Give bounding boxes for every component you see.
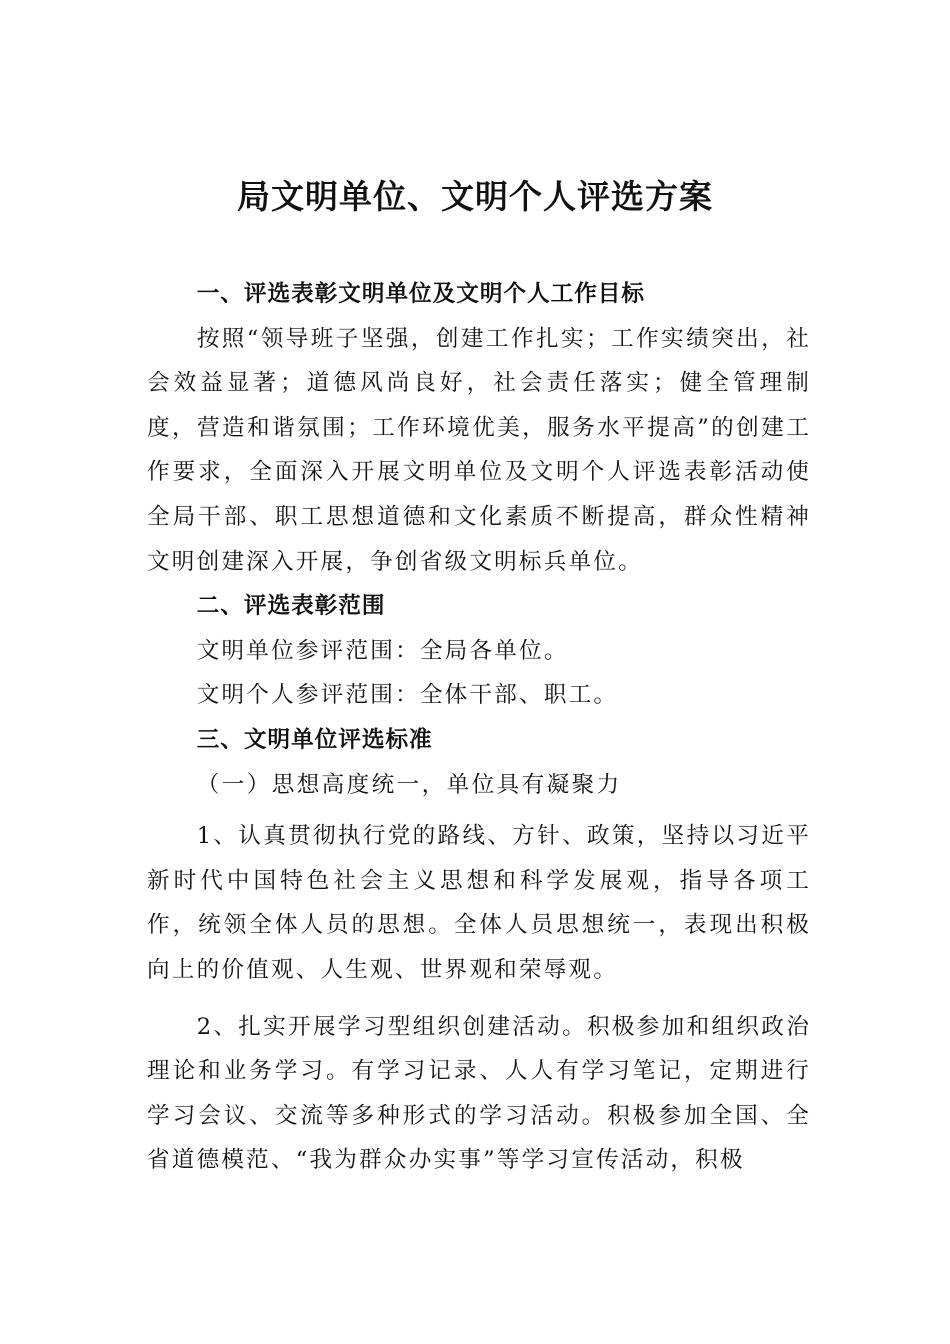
section-1-heading: 一、评选表彰文明单位及文明个人工作目标	[196, 281, 645, 307]
criteria-item-1: 1、认真贯彻执行党的路线、方针、政策，坚持以习近平新时代中国特色社会主义思想和科学发展观，指导各项工作，统领全体人员的思想。全体人员思想统一，表现出积极向上的价值观、人生观、世界观和荣辱观。	[147, 823, 811, 983]
section-1-paragraph: 按照“领导班子坚强，创建工作扎实；工作实绩突出，社会效益显著；道德风尚良好，社会责任落实；健全管理制度，营造和谐氛围；工作环境优美，服务水平提高”的创建工作要求，全面深入开展文明单位及文明个人评选表彰活动使全局干部、职工思想道德和文化素质不断提高，群众性精神文明创建深入开展，争创省级文明标兵单位。	[147, 325, 811, 575]
section-2-heading: 二、评选表彰范围	[196, 593, 386, 620]
document-body	[147, 272, 811, 1183]
criteria-item-2: 2、扎实开展学习型组织创建活动。积极参加和组织政治理论和业务学习。有学习记录、人人有学习笔记，定期进行学习会议、交流等多种形式的学习活动。积极参加全国、全省道德模范、“我为群众办实事”等学习宣传活动，积极	[147, 1013, 811, 1174]
document-title: 局文明单位、文明个人评选方案	[237, 177, 713, 216]
section-3-heading: 三、文明单位评选标准	[196, 726, 433, 753]
section-3-subheading-1: （一）思想高度统一，单位具有凝聚力	[196, 771, 622, 798]
scope-unit-paragraph: 文明单位参评范围：全局各单位。	[196, 637, 569, 664]
scope-person-paragraph: 文明个人参评范围：全体干部、职工。	[196, 682, 619, 709]
